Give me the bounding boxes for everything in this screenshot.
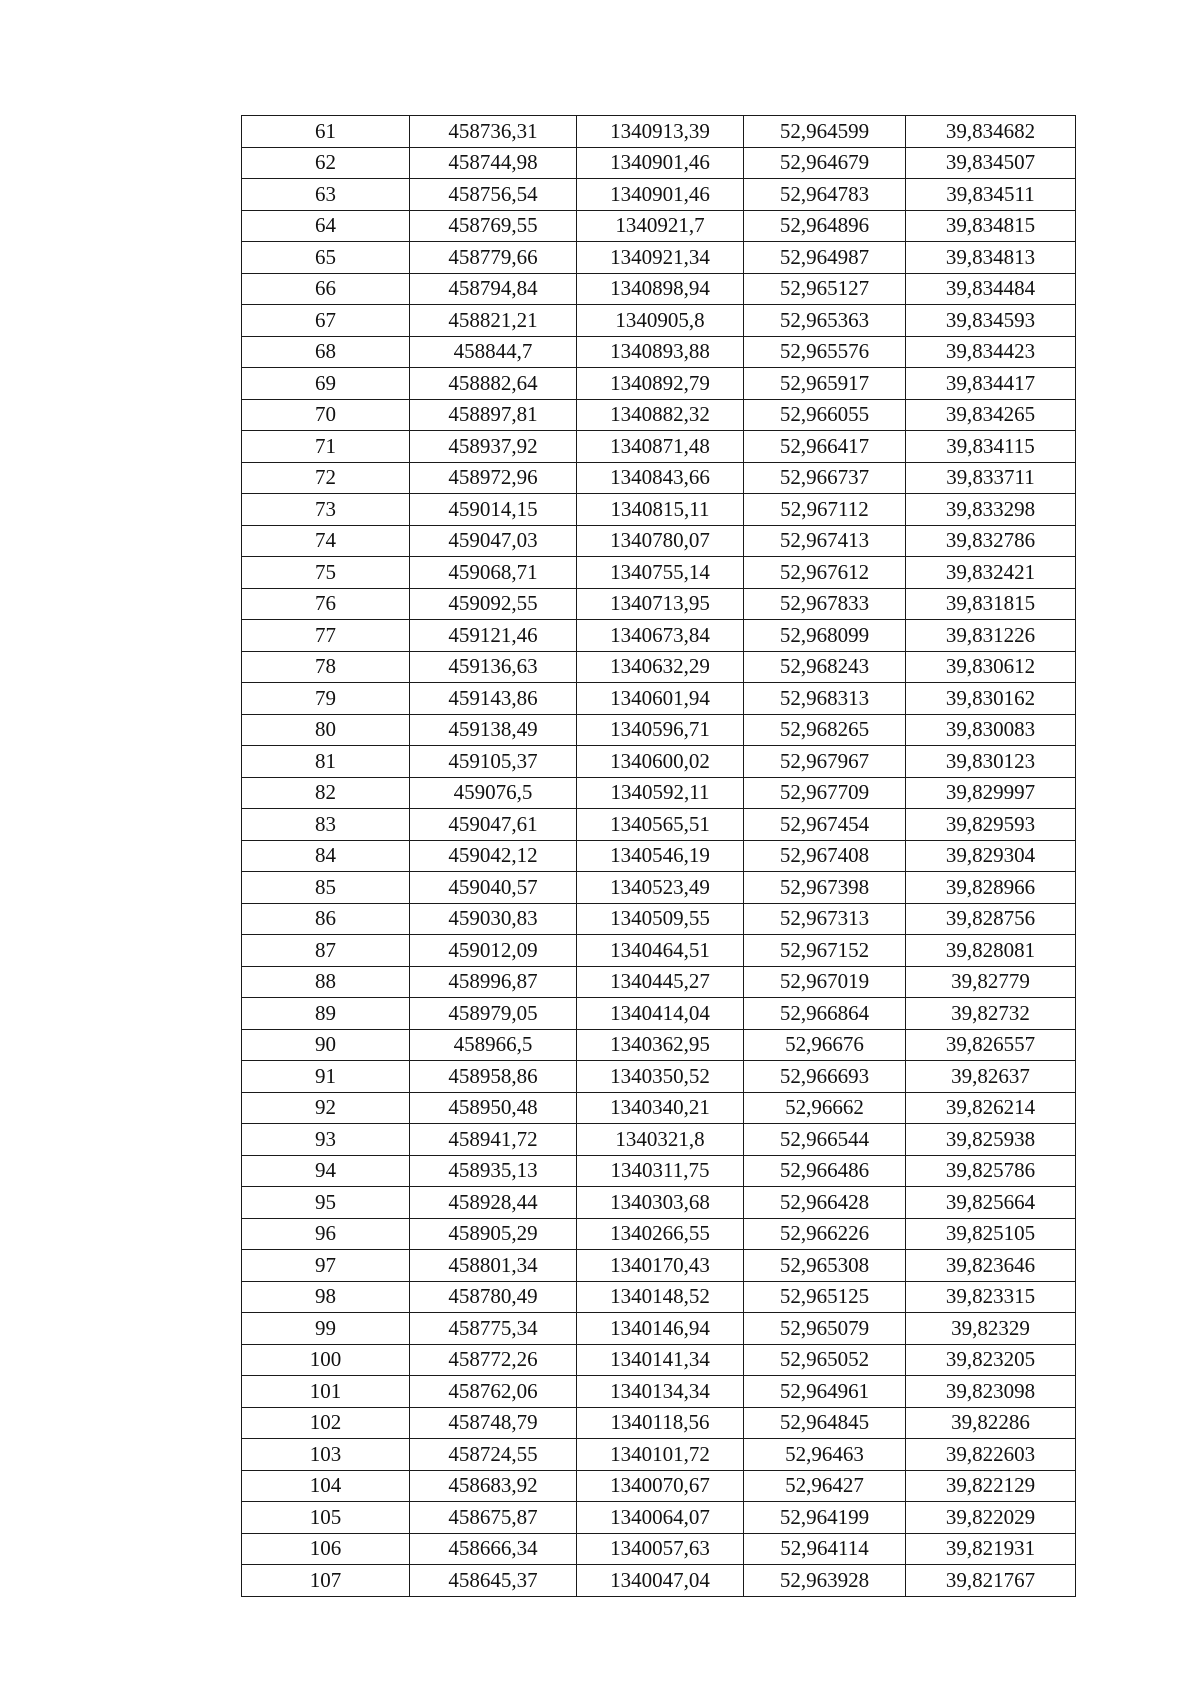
table-row — [242, 210, 1076, 242]
longitude-cell: 39,822029 — [906, 1502, 1076, 1534]
table-row — [242, 1533, 1076, 1565]
latitude-cell: 52,964896 — [744, 210, 906, 242]
coordinates-table — [241, 115, 1076, 1597]
y-coordinate-cell: 1340713,95 — [577, 588, 744, 620]
table-row — [242, 998, 1076, 1030]
x-coordinate-cell: 458794,84 — [410, 273, 577, 305]
longitude-cell: 39,834115 — [906, 431, 1076, 463]
point-number-cell: 66 — [242, 273, 410, 305]
y-coordinate-cell: 1340901,46 — [577, 179, 744, 211]
y-coordinate-cell: 1340057,63 — [577, 1533, 744, 1565]
point-number-cell: 77 — [242, 620, 410, 652]
x-coordinate-cell: 459040,57 — [410, 872, 577, 904]
point-number-cell: 95 — [242, 1187, 410, 1219]
y-coordinate-cell: 1340673,84 — [577, 620, 744, 652]
latitude-cell: 52,967408 — [744, 840, 906, 872]
y-coordinate-cell: 1340445,27 — [577, 966, 744, 998]
x-coordinate-cell: 458762,06 — [410, 1376, 577, 1408]
point-number-cell: 83 — [242, 809, 410, 841]
x-coordinate-cell: 458928,44 — [410, 1187, 577, 1219]
point-number-cell: 87 — [242, 935, 410, 967]
point-number-cell: 62 — [242, 147, 410, 179]
point-number-cell: 107 — [242, 1565, 410, 1597]
x-coordinate-cell: 458979,05 — [410, 998, 577, 1030]
table-row — [242, 1407, 1076, 1439]
longitude-cell: 39,82637 — [906, 1061, 1076, 1093]
longitude-cell: 39,830123 — [906, 746, 1076, 778]
y-coordinate-cell: 1340509,55 — [577, 903, 744, 935]
x-coordinate-cell: 458935,13 — [410, 1155, 577, 1187]
x-coordinate-cell: 459121,46 — [410, 620, 577, 652]
longitude-cell: 39,829304 — [906, 840, 1076, 872]
latitude-cell: 52,967709 — [744, 777, 906, 809]
table-row — [242, 1218, 1076, 1250]
latitude-cell: 52,964114 — [744, 1533, 906, 1565]
table-row — [242, 116, 1076, 148]
longitude-cell: 39,823205 — [906, 1344, 1076, 1376]
longitude-cell: 39,828756 — [906, 903, 1076, 935]
latitude-cell: 52,968265 — [744, 714, 906, 746]
y-coordinate-cell: 1340170,43 — [577, 1250, 744, 1282]
y-coordinate-cell: 1340815,11 — [577, 494, 744, 526]
latitude-cell: 52,965127 — [744, 273, 906, 305]
point-number-cell: 72 — [242, 462, 410, 494]
latitude-cell: 52,967967 — [744, 746, 906, 778]
point-number-cell: 63 — [242, 179, 410, 211]
point-number-cell: 96 — [242, 1218, 410, 1250]
latitude-cell: 52,967152 — [744, 935, 906, 967]
point-number-cell: 85 — [242, 872, 410, 904]
x-coordinate-cell: 459076,5 — [410, 777, 577, 809]
table-row — [242, 1565, 1076, 1597]
latitude-cell: 52,966864 — [744, 998, 906, 1030]
longitude-cell: 39,831815 — [906, 588, 1076, 620]
y-coordinate-cell: 1340523,49 — [577, 872, 744, 904]
y-coordinate-cell: 1340632,29 — [577, 651, 744, 683]
table-row — [242, 714, 1076, 746]
longitude-cell: 39,821767 — [906, 1565, 1076, 1597]
table-row — [242, 1092, 1076, 1124]
point-number-cell: 71 — [242, 431, 410, 463]
table-row — [242, 588, 1076, 620]
longitude-cell: 39,834813 — [906, 242, 1076, 274]
point-number-cell: 97 — [242, 1250, 410, 1282]
x-coordinate-cell: 458941,72 — [410, 1124, 577, 1156]
latitude-cell: 52,964987 — [744, 242, 906, 274]
table-row — [242, 1281, 1076, 1313]
latitude-cell: 52,966486 — [744, 1155, 906, 1187]
table-row — [242, 336, 1076, 368]
x-coordinate-cell: 459136,63 — [410, 651, 577, 683]
point-number-cell: 69 — [242, 368, 410, 400]
y-coordinate-cell: 1340871,48 — [577, 431, 744, 463]
latitude-cell: 52,96662 — [744, 1092, 906, 1124]
latitude-cell: 52,967398 — [744, 872, 906, 904]
longitude-cell: 39,825786 — [906, 1155, 1076, 1187]
point-number-cell: 75 — [242, 557, 410, 589]
longitude-cell: 39,825938 — [906, 1124, 1076, 1156]
latitude-cell: 52,965079 — [744, 1313, 906, 1345]
x-coordinate-cell: 458801,34 — [410, 1250, 577, 1282]
table-row — [242, 1124, 1076, 1156]
y-coordinate-cell: 1340047,04 — [577, 1565, 744, 1597]
longitude-cell: 39,830612 — [906, 651, 1076, 683]
longitude-cell: 39,833298 — [906, 494, 1076, 526]
longitude-cell: 39,82329 — [906, 1313, 1076, 1345]
table-row — [242, 1187, 1076, 1219]
point-number-cell: 70 — [242, 399, 410, 431]
point-number-cell: 64 — [242, 210, 410, 242]
y-coordinate-cell: 1340601,94 — [577, 683, 744, 715]
point-number-cell: 106 — [242, 1533, 410, 1565]
point-number-cell: 91 — [242, 1061, 410, 1093]
y-coordinate-cell: 1340565,51 — [577, 809, 744, 841]
x-coordinate-cell: 458882,64 — [410, 368, 577, 400]
point-number-cell: 82 — [242, 777, 410, 809]
latitude-cell: 52,96463 — [744, 1439, 906, 1471]
latitude-cell: 52,967833 — [744, 588, 906, 620]
table-row — [242, 368, 1076, 400]
coordinates-table-body — [242, 116, 1076, 1597]
y-coordinate-cell: 1340600,02 — [577, 746, 744, 778]
x-coordinate-cell: 458775,34 — [410, 1313, 577, 1345]
x-coordinate-cell: 458966,5 — [410, 1029, 577, 1061]
y-coordinate-cell: 1340148,52 — [577, 1281, 744, 1313]
y-coordinate-cell: 1340414,04 — [577, 998, 744, 1030]
x-coordinate-cell: 458724,55 — [410, 1439, 577, 1471]
point-number-cell: 94 — [242, 1155, 410, 1187]
point-number-cell: 81 — [242, 746, 410, 778]
point-number-cell: 68 — [242, 336, 410, 368]
point-number-cell: 84 — [242, 840, 410, 872]
longitude-cell: 39,834682 — [906, 116, 1076, 148]
longitude-cell: 39,823098 — [906, 1376, 1076, 1408]
longitude-cell: 39,82779 — [906, 966, 1076, 998]
longitude-cell: 39,825105 — [906, 1218, 1076, 1250]
latitude-cell: 52,967019 — [744, 966, 906, 998]
latitude-cell: 52,96676 — [744, 1029, 906, 1061]
latitude-cell: 52,967454 — [744, 809, 906, 841]
table-row — [242, 966, 1076, 998]
y-coordinate-cell: 1340340,21 — [577, 1092, 744, 1124]
point-number-cell: 76 — [242, 588, 410, 620]
table-row — [242, 651, 1076, 683]
longitude-cell: 39,825664 — [906, 1187, 1076, 1219]
y-coordinate-cell: 1340362,95 — [577, 1029, 744, 1061]
x-coordinate-cell: 459138,49 — [410, 714, 577, 746]
y-coordinate-cell: 1340921,34 — [577, 242, 744, 274]
x-coordinate-cell: 459047,03 — [410, 525, 577, 557]
y-coordinate-cell: 1340101,72 — [577, 1439, 744, 1471]
table-row — [242, 683, 1076, 715]
x-coordinate-cell: 458779,66 — [410, 242, 577, 274]
longitude-cell: 39,830083 — [906, 714, 1076, 746]
latitude-cell: 52,968099 — [744, 620, 906, 652]
latitude-cell: 52,966737 — [744, 462, 906, 494]
longitude-cell: 39,829997 — [906, 777, 1076, 809]
latitude-cell: 52,966428 — [744, 1187, 906, 1219]
x-coordinate-cell: 459030,83 — [410, 903, 577, 935]
point-number-cell: 102 — [242, 1407, 410, 1439]
y-coordinate-cell: 1340592,11 — [577, 777, 744, 809]
latitude-cell: 52,964599 — [744, 116, 906, 148]
longitude-cell: 39,828966 — [906, 872, 1076, 904]
y-coordinate-cell: 1340913,39 — [577, 116, 744, 148]
y-coordinate-cell: 1340266,55 — [577, 1218, 744, 1250]
latitude-cell: 52,966055 — [744, 399, 906, 431]
table-row — [242, 872, 1076, 904]
point-number-cell: 93 — [242, 1124, 410, 1156]
latitude-cell: 52,965363 — [744, 305, 906, 337]
latitude-cell: 52,965308 — [744, 1250, 906, 1282]
latitude-cell: 52,967313 — [744, 903, 906, 935]
point-number-cell: 88 — [242, 966, 410, 998]
latitude-cell: 52,967112 — [744, 494, 906, 526]
table-row — [242, 431, 1076, 463]
table-row — [242, 399, 1076, 431]
table-row — [242, 1155, 1076, 1187]
x-coordinate-cell: 458675,87 — [410, 1502, 577, 1534]
table-row — [242, 1502, 1076, 1534]
latitude-cell: 52,966693 — [744, 1061, 906, 1093]
y-coordinate-cell: 1340303,68 — [577, 1187, 744, 1219]
table-row — [242, 1313, 1076, 1345]
y-coordinate-cell: 1340141,34 — [577, 1344, 744, 1376]
x-coordinate-cell: 459047,61 — [410, 809, 577, 841]
x-coordinate-cell: 458736,31 — [410, 116, 577, 148]
y-coordinate-cell: 1340596,71 — [577, 714, 744, 746]
longitude-cell: 39,834815 — [906, 210, 1076, 242]
point-number-cell: 104 — [242, 1470, 410, 1502]
x-coordinate-cell: 458780,49 — [410, 1281, 577, 1313]
latitude-cell: 52,965917 — [744, 368, 906, 400]
longitude-cell: 39,82286 — [906, 1407, 1076, 1439]
longitude-cell: 39,822129 — [906, 1470, 1076, 1502]
point-number-cell: 105 — [242, 1502, 410, 1534]
table-row — [242, 525, 1076, 557]
point-number-cell: 101 — [242, 1376, 410, 1408]
x-coordinate-cell: 458950,48 — [410, 1092, 577, 1124]
x-coordinate-cell: 458958,86 — [410, 1061, 577, 1093]
point-number-cell: 99 — [242, 1313, 410, 1345]
x-coordinate-cell: 458748,79 — [410, 1407, 577, 1439]
y-coordinate-cell: 1340311,75 — [577, 1155, 744, 1187]
y-coordinate-cell: 1340780,07 — [577, 525, 744, 557]
latitude-cell: 52,964679 — [744, 147, 906, 179]
y-coordinate-cell: 1340892,79 — [577, 368, 744, 400]
x-coordinate-cell: 458897,81 — [410, 399, 577, 431]
longitude-cell: 39,834484 — [906, 273, 1076, 305]
latitude-cell: 52,968243 — [744, 651, 906, 683]
point-number-cell: 74 — [242, 525, 410, 557]
x-coordinate-cell: 458756,54 — [410, 179, 577, 211]
longitude-cell: 39,826557 — [906, 1029, 1076, 1061]
longitude-cell: 39,834417 — [906, 368, 1076, 400]
table-row — [242, 462, 1076, 494]
table-row — [242, 1376, 1076, 1408]
x-coordinate-cell: 458821,21 — [410, 305, 577, 337]
y-coordinate-cell: 1340921,7 — [577, 210, 744, 242]
longitude-cell: 39,823646 — [906, 1250, 1076, 1282]
y-coordinate-cell: 1340134,34 — [577, 1376, 744, 1408]
latitude-cell: 52,964783 — [744, 179, 906, 211]
x-coordinate-cell: 458666,34 — [410, 1533, 577, 1565]
x-coordinate-cell: 458996,87 — [410, 966, 577, 998]
latitude-cell: 52,963928 — [744, 1565, 906, 1597]
table-row — [242, 746, 1076, 778]
y-coordinate-cell: 1340898,94 — [577, 273, 744, 305]
x-coordinate-cell: 458744,98 — [410, 147, 577, 179]
latitude-cell: 52,966544 — [744, 1124, 906, 1156]
table-row — [242, 935, 1076, 967]
point-number-cell: 79 — [242, 683, 410, 715]
y-coordinate-cell: 1340464,51 — [577, 935, 744, 967]
latitude-cell: 52,966417 — [744, 431, 906, 463]
latitude-cell: 52,964199 — [744, 1502, 906, 1534]
table-row — [242, 557, 1076, 589]
latitude-cell: 52,965052 — [744, 1344, 906, 1376]
point-number-cell: 67 — [242, 305, 410, 337]
point-number-cell: 89 — [242, 998, 410, 1030]
x-coordinate-cell: 458972,96 — [410, 462, 577, 494]
longitude-cell: 39,832786 — [906, 525, 1076, 557]
y-coordinate-cell: 1340070,67 — [577, 1470, 744, 1502]
point-number-cell: 100 — [242, 1344, 410, 1376]
y-coordinate-cell: 1340064,07 — [577, 1502, 744, 1534]
y-coordinate-cell: 1340901,46 — [577, 147, 744, 179]
table-row — [242, 1470, 1076, 1502]
x-coordinate-cell: 459014,15 — [410, 494, 577, 526]
longitude-cell: 39,834593 — [906, 305, 1076, 337]
longitude-cell: 39,834265 — [906, 399, 1076, 431]
table-row — [242, 147, 1076, 179]
longitude-cell: 39,830162 — [906, 683, 1076, 715]
table-row — [242, 273, 1076, 305]
table-row — [242, 1250, 1076, 1282]
y-coordinate-cell: 1340905,8 — [577, 305, 744, 337]
y-coordinate-cell: 1340843,66 — [577, 462, 744, 494]
point-number-cell: 90 — [242, 1029, 410, 1061]
table-row — [242, 840, 1076, 872]
point-number-cell: 103 — [242, 1439, 410, 1471]
point-number-cell: 92 — [242, 1092, 410, 1124]
longitude-cell: 39,832421 — [906, 557, 1076, 589]
table-row — [242, 179, 1076, 211]
latitude-cell: 52,965576 — [744, 336, 906, 368]
x-coordinate-cell: 458937,92 — [410, 431, 577, 463]
latitude-cell: 52,967612 — [744, 557, 906, 589]
longitude-cell: 39,823315 — [906, 1281, 1076, 1313]
x-coordinate-cell: 458844,7 — [410, 336, 577, 368]
point-number-cell: 98 — [242, 1281, 410, 1313]
point-number-cell: 78 — [242, 651, 410, 683]
point-number-cell: 73 — [242, 494, 410, 526]
longitude-cell: 39,826214 — [906, 1092, 1076, 1124]
y-coordinate-cell: 1340350,52 — [577, 1061, 744, 1093]
x-coordinate-cell: 458769,55 — [410, 210, 577, 242]
table-row — [242, 305, 1076, 337]
longitude-cell: 39,829593 — [906, 809, 1076, 841]
table-row — [242, 242, 1076, 274]
x-coordinate-cell: 458905,29 — [410, 1218, 577, 1250]
y-coordinate-cell: 1340321,8 — [577, 1124, 744, 1156]
table-row — [242, 903, 1076, 935]
x-coordinate-cell: 459092,55 — [410, 588, 577, 620]
table-row — [242, 777, 1076, 809]
longitude-cell: 39,822603 — [906, 1439, 1076, 1471]
longitude-cell: 39,834423 — [906, 336, 1076, 368]
point-number-cell: 65 — [242, 242, 410, 274]
table-row — [242, 1029, 1076, 1061]
y-coordinate-cell: 1340755,14 — [577, 557, 744, 589]
table-row — [242, 1344, 1076, 1376]
latitude-cell: 52,966226 — [744, 1218, 906, 1250]
point-number-cell: 80 — [242, 714, 410, 746]
y-coordinate-cell: 1340893,88 — [577, 336, 744, 368]
x-coordinate-cell: 459143,86 — [410, 683, 577, 715]
longitude-cell: 39,82732 — [906, 998, 1076, 1030]
longitude-cell: 39,834507 — [906, 147, 1076, 179]
x-coordinate-cell: 459105,37 — [410, 746, 577, 778]
longitude-cell: 39,834511 — [906, 179, 1076, 211]
longitude-cell: 39,833711 — [906, 462, 1076, 494]
x-coordinate-cell: 459012,09 — [410, 935, 577, 967]
y-coordinate-cell: 1340546,19 — [577, 840, 744, 872]
latitude-cell: 52,964961 — [744, 1376, 906, 1408]
latitude-cell: 52,967413 — [744, 525, 906, 557]
table-row — [242, 620, 1076, 652]
latitude-cell: 52,965125 — [744, 1281, 906, 1313]
x-coordinate-cell: 458645,37 — [410, 1565, 577, 1597]
x-coordinate-cell: 458772,26 — [410, 1344, 577, 1376]
y-coordinate-cell: 1340146,94 — [577, 1313, 744, 1345]
x-coordinate-cell: 458683,92 — [410, 1470, 577, 1502]
longitude-cell: 39,821931 — [906, 1533, 1076, 1565]
table-row — [242, 494, 1076, 526]
latitude-cell: 52,968313 — [744, 683, 906, 715]
latitude-cell: 52,96427 — [744, 1470, 906, 1502]
longitude-cell: 39,828081 — [906, 935, 1076, 967]
table-row — [242, 809, 1076, 841]
y-coordinate-cell: 1340118,56 — [577, 1407, 744, 1439]
x-coordinate-cell: 459042,12 — [410, 840, 577, 872]
latitude-cell: 52,964845 — [744, 1407, 906, 1439]
table-row — [242, 1061, 1076, 1093]
table-row — [242, 1439, 1076, 1471]
longitude-cell: 39,831226 — [906, 620, 1076, 652]
y-coordinate-cell: 1340882,32 — [577, 399, 744, 431]
x-coordinate-cell: 459068,71 — [410, 557, 577, 589]
point-number-cell: 86 — [242, 903, 410, 935]
point-number-cell: 61 — [242, 116, 410, 148]
